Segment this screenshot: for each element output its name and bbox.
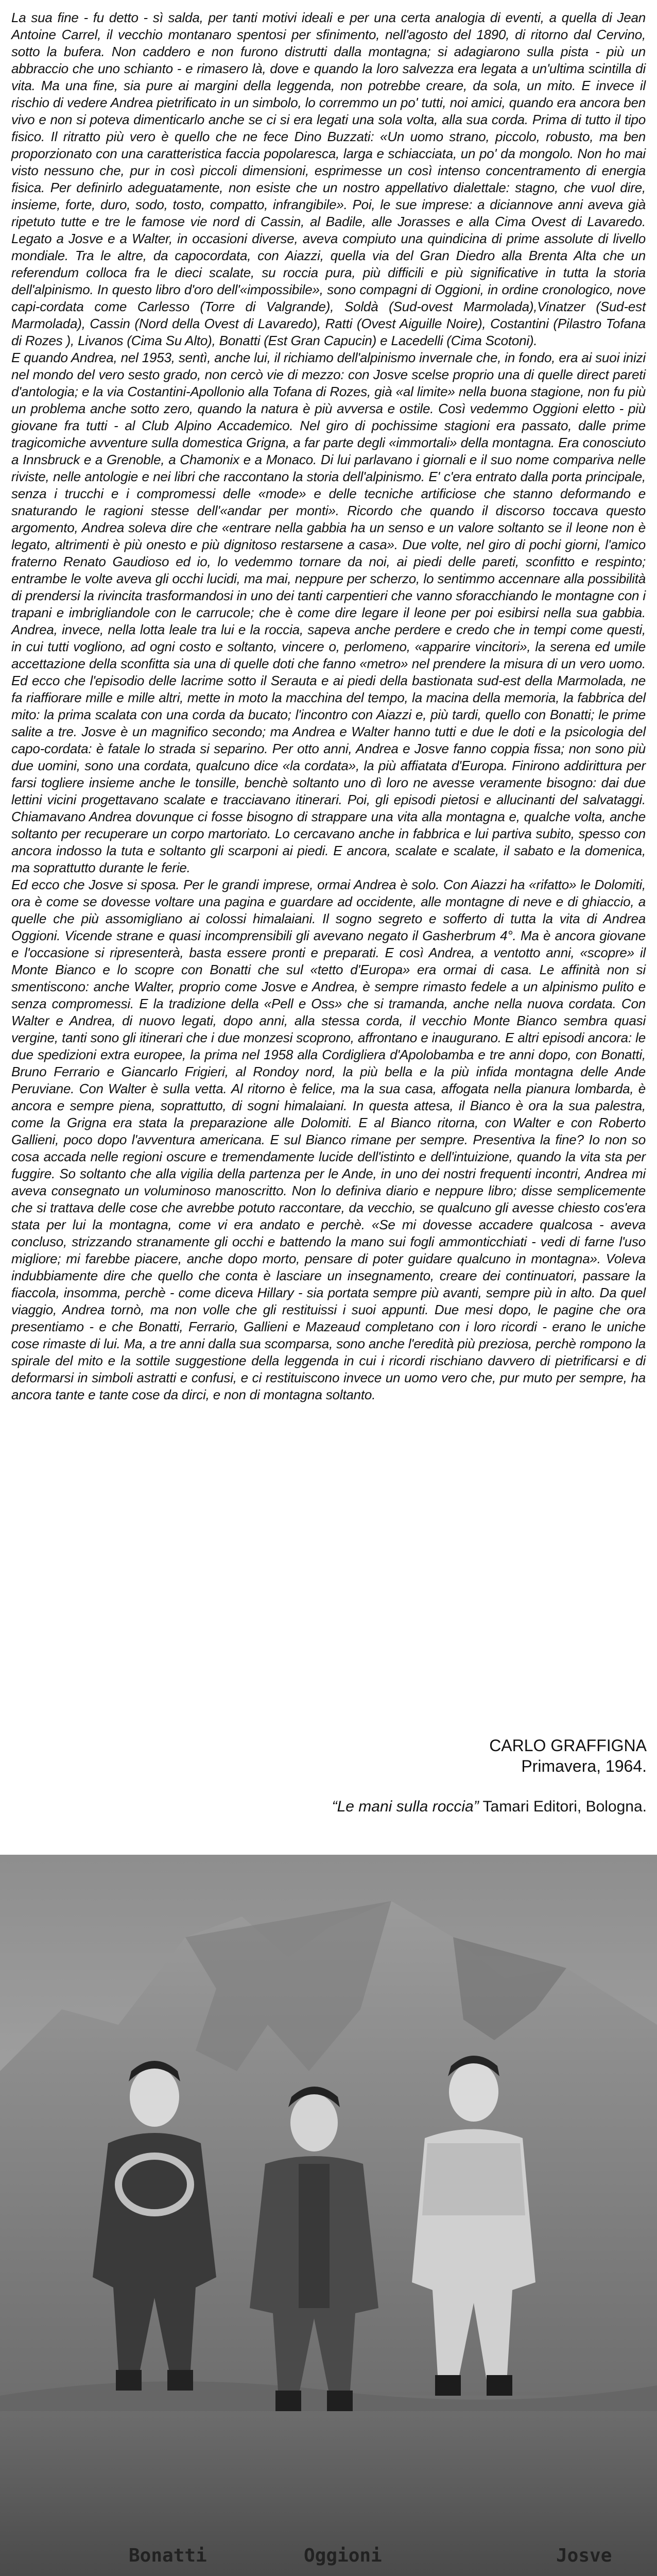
- name-oggioni: Oggioni: [304, 2545, 382, 2566]
- article-paragraph: Ed ecco che Josve si sposa. Per le grandi imprese, ormai Andrea è solo. Con Aiazzi ha «rifatto» le Dolomiti, ora è come se dovesse voltare una pagina e guardare ad occidente, alle montagne di neve e di ghiaccio, a quelle che più assomigliano ai colossi himalaiani. Il sogno segreto e sofferto di tutta la vita di Andrea Oggioni. Vicende strane e quasi incomprensibili gli avevano negato il Gasherbrum 4°. Ma è ancora giovane e l'occasione si ripresenterà, basta essere pronti e preparati. E così Andrea, a ventotto anni, «scopre» il Monte Bianco e lo scopre con Bonatti che sul «tetto d'Europa» era ormai di casa. Le affinità non si smentiscono: anche Walter, proprio come Josve e Andrea, è sempre rimasto fedele a un alpinismo pulito e senza compromessi. E la tradizione della «Pell e Oss» che si tramanda, anche nella nuova cordata. Con Walter e Andrea, di nuovo legati, dopo anni, alla stessa corda, il vecchio Monte Bianco sembra quasi vergine, tanti sono gli itinerari che i due monzesi scoprono, affrontano e inaugurano. E altri episodi ancora: le due spedizioni extra europee, la prima nel 1958 alla Cordigliera d'Apolobamba e tre anni dopo, con Bonatti, Bruno Ferrario e Giancarlo Frigieri, al Rondoy nord, la più bella e la più infida montagna delle Ande Peruviane. Con Walter è sulla vetta. Al ritorno è felice, ma la sua casa, affogata nella pianura lombarda, è ancora e sempre piena, soprattutto, di sogni himalaiani. In questa attesa, il Bianco è ora la sua palestra, come la Grigna era stata la preparazione alle Dolomiti. E al Bianco ritorna, con Walter e con Roberto Gallieni, poco dopo l'avventura americana. E sul Bianco rimane per sempre. Presentiva la fine? Io non so cosa accada nelle regioni oscure e tremendamente lucide dell'istinto e dell'intuizione, quando la vita sta per fuggire. So soltanto che alla vigilia della partenza per le Ande, in uno dei nostri frequenti incontri, Andrea mi aveva consegnato un voluminoso manoscritto. Non lo definiva diario e neppure libro; disse semplicemente che si trattava delle cose che avrebbe potuto raccontare, da vecchio, se qualcuno gli avesse chiesto cos'era stata per lui la montagna, come vi era andato e perchè. «Se mi dovesse accadere qualcosa - aveva concluso, strizzando stranamente gli occhi e battendo la mano sui fogli ammonticchiati - vedi di farne l'uso migliore; mi farebbe piacere, anche dopo morto, pensare di poter guidare qualcuno in montagna». Voleva indubbiamente dire che quello che conta è lasciare un insegnamento, creare dei continuatori, passare la fiaccola, insomma, perchè - come diceva Hillary - sia portata sempre più avanti, sempre più in alto. Da quel viaggio, Andrea tornò, ma non volle che gli restituissi i suoi appunti. Due mesi dopo, le pagine che ora presentiamo - e che Bonatti, Ferrario, Gallieni e Mazeaud completano con i loro ricordi - erano le uniche cose rimaste di lui. Ma, a tre anni dalla sua scomparsa, sono anche l'eredità più preziosa, perchè rompono la spirale del mito e la sottile suggestione della leggenda in cui i ricordi rischiano davvero di pietrificarsi e di deformarsi in simboli astratti e confusi, e ci restituiscono invece un uomo vero che, pur muto per sempre, ha ancora tante e tante cose da dirci, e non di montagna soltanto.: [11, 877, 646, 1402]
- name-bonatti: Bonatti: [129, 2545, 207, 2566]
- photo-three-climbers-image: [0, 1855, 657, 2576]
- publisher: Tamari Editori, Bologna.: [478, 1798, 647, 1815]
- name-josve: Josve: [556, 2545, 612, 2566]
- signature-date: Primavera, 1964.: [521, 1757, 647, 1775]
- article-paragraph: La sua fine - fu detto - sì salda, per tanti motivi ideali e per una certa analogia di eventi, a quella di Jean Antoine Carrel, il vecchio montanaro spentosi per sfinimento, nell'agosto del 1890, di ritorno dal Cervino, sotto la bufera. Non caddero e non furono distrutti dalla montagna; si adagiarono sulla pista - più un abbraccio che uno schianto - e rimasero là, dove e quando la loro salvezza era legata a un'ultima scintilla di vita. Ma una fine, sia pure ai margini della leggenda, non potrebbe creare, da sola, un mito. E invece il rischio di vedere Andrea pietrificato in un simbolo, lo corremmo un po' tutti, noi amici, quando era ancora ben vivo e non si poteva dimenticarlo anche se ci si era legati una sola volta, alla sua corda. Prima di tutto il tipo fisico. Il ritratto più vero è quello che ne fece Dino Buzzati: «Un uomo strano, piccolo, robusto, ma ben proporzionato con una caratteristica faccia popolaresca, larga e schiacciata, un po' da mongolo. Non ho mai visto nessuno che, pur in così piccoli dimensioni, esprimesse un così intenso concentramento di energia fisica. Per definirlo adeguatamente, non esiste che un nostro appellativo dialettale: stagno, che vuol dire, insieme, forte, duro, sodo, tosto, compatto, infrangibile». Poi, le sue imprese: a diciannove anni aveva già ripetuto tutte e tre le famose vie nord di Cassin, al Badile, alle Jorasses e alla Cima Ovest di Lavaredo. Legato a Josve e a Walter, in occasioni diverse, aveva compiuto una quindicina di prime assolute di livello mondiale. Tra le altre, da capocordata, con Aiazzi, quella via del Gran Diedro alla Brenta Alta che un referendum colloca fra le dieci scalate, su roccia pura, più difficili e più significative in tutta la storia dell'alpinismo. In questo libro d'oro dell'«impossibile», sono compagni di Oggioni, in ordine cronologico, nove capi-cordata come Carlesso (Torre di Valgrande), Soldà (Sud-ovest Marmolada),Vinatzer (Sud-est Marmolada), Cassin (Nord della Ovest di Lavaredo), Ratti (Ovest Aiguille Noire), Costantini (Pilastro Tofana di Rozes ), Livanos (Cima Su Alto), Bonatti (Est Gran Capucin) e Lacedelli (Cima Scotoni).: [11, 10, 646, 348]
- climber-names: [0, 2540, 657, 2571]
- article-body: [11, 9, 646, 1403]
- photo-three-climbers: [0, 1855, 657, 2576]
- book-title: “Le mani sulla roccia”: [332, 1798, 479, 1815]
- source-citation: [332, 1798, 647, 1816]
- author-name: CARLO GRAFFIGNA: [489, 1736, 647, 1755]
- article-paragraph: E quando Andrea, nel 1953, sentì, anche lui, il richiamo dell'alpinismo invernale che, in fondo, era ai suoi inizi nel mondo del vero sesto grado, non cercò vie di mezzo: con Josve scelse proprio una di quelle direct pareti d'antologia; e la via Costantini-Apollonio alla Tofana di Rozes, già «al limite» nella buona stagione, non fu più un problema anche sotto zero, quando la natura è più avversa e ostile. Così vedemmo Oggioni eletto - più giovane fra tutti - al Club Alpino Accademico. Nel giro di pochissime stagioni era passato, dalle prime tragicomiche avventure sulla domestica Grigna, a far parte degli «immortali» della montagna. Era conosciuto a Innsbruck e a Grenoble, a Chamonix e a Monaco. Di lui parlavano i giornali e il suo nome compariva nelle riviste, nelle antologie e nei libri che raccontano la storia dell'alpinismo. E' c'era entrato dalla porta principale, senza i trucchi e i compromessi delle «mode» e delle tecniche artificiose che stanno deformando e snaturando le ragioni stesse dell'«andar per monti». Ricordo che quando il discorso toccava questo argomento, Andrea soleva dire che «entrare nella gabbia ha un senso e un valore soltanto se il leone non è legato, altrimenti è più onesto e più dignitoso restarsene a casa». Due volte, nel giro di pochi giorni, l'amico fraterno Renato Gaudioso ed io, lo vedemmo tornare da noi, ai piedi delle pareti, sconfitto e respinto; entrambe le volte aveva gli occhi lucidi, ma mai, neppure per scherzo, lo sentimmo accennare alla possibilità di prendersi la rivincita trasformandosi in uno dei tanti carpentieri che vanno sforacchiando le montagne con i trapani e imbrigliandole con le carrucole; che è come dire legare il leone per poi esibirsi nella sua gabbia. Andrea, invece, nella lotta leale tra lui e la roccia, sapeva anche perdere e credo che in tempi come questi, in cui tutti vogliono, ad ogni costo e soltanto, vincere o, perlomeno, «apparire vincitori», la serena ed umile accettazione della sconfitta sia una di quelle doti che fanno «metro» nel prendere la misura di un vero uomo. Ed ecco che l'episodio delle lacrime sotto il Serauta e ai piedi della bastionata sud-est della Marmolada, ne fa riaffiorare mille e mille altri, mette in moto la macchina del tempo, la macina della memoria, la fabbrica del mito: la prima scalata con una corda da bucato; l'incontro con Aiazzi e, più tardi, quello con Bonatti; le prime salite a tre. Josve è un magnifico secondo; ma Andrea e Walter hanno tutti e due le doti e la psicologia del capo-cordata: è fatale lo strada si separino. Per otto anni, Andrea e Josve fanno coppia fissa; non sono più due uomini, sono una cordata, qualcuno dice «la cordata», la più affiatata d'Europa. Finirono addirittura per farsi togliere insieme anche le tonsille, benchè soltanto uno dì loro ne avesse veramente bisogno: dai due lettini vicini progettavano scalate e tracciavano itinerari. Poi, gli episodi pietosi e allucinanti del salvataggi. Chiamavano Andrea dovunque ci fosse bisogno di strappare una vita alla montagna e, qualche volta, anche soltanto per recuperare un corpo martoriato. Lo cercavano anche in fabbrica e lui partiva subito, spesso con ancora indosso la tuta e soltanto gli scarponi ai piedi. E ancora, scalate e scalate, il sabato e la domenica, ma soprattutto durante le ferie.: [11, 350, 646, 875]
- signature-block: [489, 1735, 647, 1776]
